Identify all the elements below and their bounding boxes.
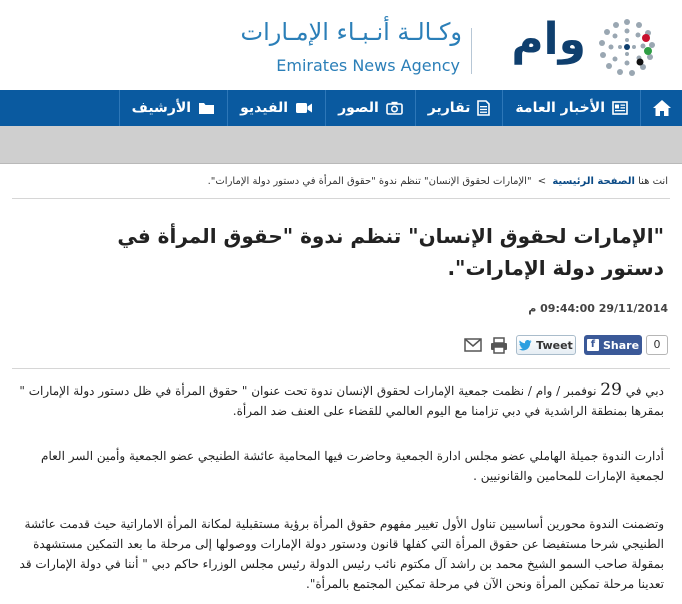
- logo-arabic-name: وكـالـة أنـبـاء الإمـارات: [240, 18, 462, 46]
- article-datetime: 29/11/2014 09:44:00 م: [528, 302, 668, 315]
- nav-item-label: الصور: [338, 100, 379, 116]
- twitter-bird-icon: [519, 340, 532, 351]
- share-bar: [0, 334, 682, 358]
- print-icon[interactable]: [490, 337, 508, 354]
- article-paragraph: [14, 380, 664, 421]
- article-paragraph: أدارت الندوة جميلة الهاملي عضو مجلس ادارة الجمعية وحاضرت فيها المحامية عائشة الطنيجي عضو الجمعية وأمين السر العام لجمعية الإمارات للمحامين والقانونيين .: [41, 449, 664, 483]
- nav-item-label: الأخبار العامة: [515, 100, 605, 116]
- newspaper-icon: [612, 101, 628, 115]
- breadcrumb-current: "الإمارات لحقوق الإنسان" تنظم ندوة "حقوق المرأة في دستور دولة الإمارات".: [207, 176, 532, 187]
- nav-item-photos[interactable]: [325, 90, 415, 126]
- dateline-text: دبي في: [621, 384, 664, 398]
- facebook-icon: f: [587, 339, 599, 351]
- camera-icon: [386, 101, 403, 115]
- breadcrumb-home-link[interactable]: الصفحة الرئيسية: [552, 176, 635, 187]
- twitter-tweet-label: Tweet: [536, 338, 573, 352]
- folder-icon: [198, 101, 215, 115]
- email-icon[interactable]: [464, 338, 482, 352]
- breadcrumb: [208, 176, 668, 187]
- share-count: 0: [646, 335, 668, 355]
- nav-item-label: الفيديو: [240, 100, 289, 116]
- site-header: [0, 0, 682, 90]
- dateline-day: 29: [600, 380, 622, 400]
- breadcrumb-separator: >: [537, 176, 547, 187]
- article-title: "الإمارات لحقوق الإنسان" تنظم ندوة "حقوق المرأة في دستور دولة الإمارات".: [117, 224, 664, 280]
- logo-divider: [471, 28, 472, 74]
- logo-wordmark: وام: [511, 14, 586, 65]
- breadcrumb-prefix: انت هنا: [638, 176, 668, 187]
- paragraph-text: نوفمبر / وام / نظمت جمعية الإمارات لحقوق الإنسان ندوة تحت عنوان " حقوق المرأة في ظل دستور دولة الإمارات " بمقرها بمنطقة الراشدية في دبي تزامنا مع اليوم العالمي للقضاء على العنف ضد المرأة.: [19, 384, 664, 418]
- nav-item-general-news[interactable]: [502, 90, 640, 126]
- nav-item-label: تقارير: [427, 100, 471, 116]
- nav-item-label: الأرشيف: [131, 100, 192, 116]
- document-icon: [477, 100, 490, 116]
- sub-nav-bar: [0, 126, 682, 164]
- nav-item-archive[interactable]: [119, 90, 227, 126]
- facebook-share-button[interactable]: [584, 335, 642, 355]
- facebook-share-label: Share: [602, 338, 640, 352]
- logo-english-name: Emirates News Agency: [276, 56, 460, 75]
- video-icon: [295, 102, 313, 114]
- nav-item-video[interactable]: [227, 90, 325, 126]
- home-icon: [652, 99, 672, 117]
- main-nav: [0, 90, 682, 126]
- twitter-tweet-button[interactable]: [516, 335, 576, 355]
- nav-home[interactable]: [640, 90, 682, 126]
- nav-item-reports[interactable]: [415, 90, 503, 126]
- logo[interactable]: [0, 8, 682, 88]
- logo-dots-icon: [596, 16, 658, 78]
- divider: [12, 368, 670, 369]
- divider: [12, 198, 670, 199]
- article-paragraph: وتضمنت الندوة محورين أساسيين تناول الأول تغيير مفهوم حقوق المرأة برؤية مستقبلية لمكانة المرأة الاماراتية حيث قدمت عائشة الطنيجي شرحا مستفيضا عن حقوق المرأة التي كفلها قانون ودستور دولة الإمارات ووصولها إلى مرحلة ما بعد التمكين مستشهدة بمقولة صاحب السمو الشيخ محمد بن راشد آل مكتوم نائب رئيس الدولة رئيس مجلس الوزراء حاكم دبي " أننا في دولة الإمارات قد تعدينا مرحلة تمكين المرأة ونحن الآن في مرحلة تمكين المجتمع بالمرأة".: [19, 517, 664, 591]
